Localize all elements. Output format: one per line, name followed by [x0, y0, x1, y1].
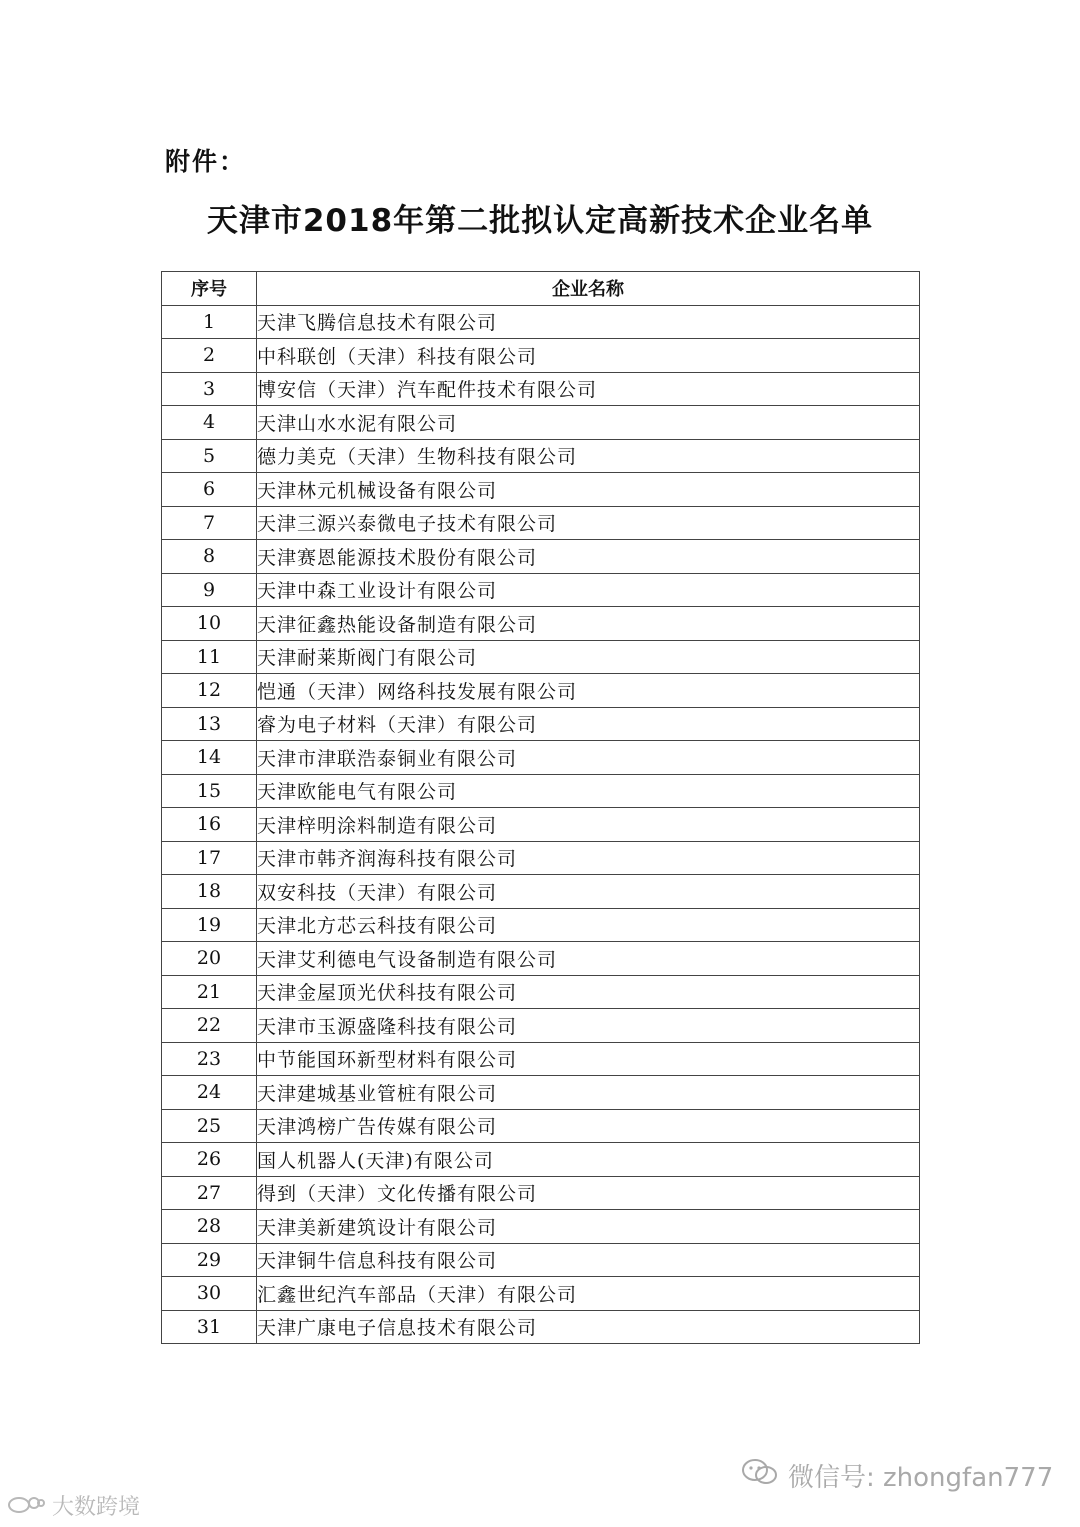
company-name-cell: 天津欧能电气有限公司 — [257, 774, 920, 808]
company-name-cell: 天津赛恩能源技术股份有限公司 — [257, 540, 920, 574]
company-name-cell: 天津北方芯云科技有限公司 — [257, 908, 920, 942]
table-row — [162, 707, 920, 741]
company-table — [161, 271, 920, 1344]
serial-number-cell: 7 — [162, 506, 257, 540]
company-name-cell: 天津美新建筑设计有限公司 — [257, 1210, 920, 1244]
table-row — [162, 372, 920, 406]
company-name-cell: 天津飞腾信息技术有限公司 — [257, 305, 920, 339]
weibo-icon — [6, 1491, 46, 1521]
table-row — [162, 1109, 920, 1143]
attachment-label: 附件： — [165, 147, 247, 176]
serial-number-cell: 2 — [162, 339, 257, 373]
company-name-cell: 博安信（天津）汽车配件技术有限公司 — [257, 372, 920, 406]
company-name-cell: 得到（天津）文化传播有限公司 — [257, 1176, 920, 1210]
table-row — [162, 841, 920, 875]
table-row — [162, 1310, 920, 1344]
company-name-cell: 天津鸿榜广告传媒有限公司 — [257, 1109, 920, 1143]
company-name-cell: 双安科技（天津）有限公司 — [257, 875, 920, 909]
table-row — [162, 439, 920, 473]
serial-number-cell: 10 — [162, 607, 257, 641]
table-row — [162, 640, 920, 674]
serial-number-cell: 17 — [162, 841, 257, 875]
header-company-name: 企业名称 — [257, 272, 920, 306]
table-row — [162, 908, 920, 942]
table-row — [162, 540, 920, 574]
serial-number-cell: 6 — [162, 473, 257, 507]
company-name-cell: 天津山水水泥有限公司 — [257, 406, 920, 440]
company-name-cell: 天津建城基业管桩有限公司 — [257, 1076, 920, 1110]
table-row — [162, 1042, 920, 1076]
serial-number-cell: 15 — [162, 774, 257, 808]
serial-number-cell: 29 — [162, 1243, 257, 1277]
table-row — [162, 573, 920, 607]
company-name-cell: 天津铜牛信息科技有限公司 — [257, 1243, 920, 1277]
table-row — [162, 1009, 920, 1043]
table-row — [162, 942, 920, 976]
serial-number-cell: 19 — [162, 908, 257, 942]
serial-number-cell: 11 — [162, 640, 257, 674]
company-name-cell: 天津广康电子信息技术有限公司 — [257, 1310, 920, 1344]
table-row — [162, 305, 920, 339]
table-row — [162, 607, 920, 641]
company-name-cell: 天津市玉源盛隆科技有限公司 — [257, 1009, 920, 1043]
serial-number-cell: 23 — [162, 1042, 257, 1076]
table-row — [162, 808, 920, 842]
table-row — [162, 975, 920, 1009]
company-name-cell: 国人机器人(天津)有限公司 — [257, 1143, 920, 1177]
logo-text: 大数跨境 — [52, 1495, 141, 1520]
serial-number-cell: 22 — [162, 1009, 257, 1043]
company-name-cell: 天津艾利德电气设备制造有限公司 — [257, 942, 920, 976]
table-row — [162, 1143, 920, 1177]
table-row — [162, 506, 920, 540]
document-title: 天津市2018年第二批拟认定高新技术企业名单 — [206, 203, 874, 239]
table-header-row — [162, 272, 920, 306]
serial-number-cell: 21 — [162, 975, 257, 1009]
wechat-watermark — [740, 1457, 1053, 1494]
serial-number-cell: 16 — [162, 808, 257, 842]
company-name-cell: 天津耐莱斯阀门有限公司 — [257, 640, 920, 674]
company-name-cell: 天津金屋顶光伏科技有限公司 — [257, 975, 920, 1009]
table-row — [162, 1176, 920, 1210]
table-row — [162, 473, 920, 507]
table-row — [162, 1076, 920, 1110]
company-name-cell: 天津三源兴泰微电子技术有限公司 — [257, 506, 920, 540]
company-name-cell: 汇鑫世纪汽车部品（天津）有限公司 — [257, 1277, 920, 1311]
company-name-cell: 天津林元机械设备有限公司 — [257, 473, 920, 507]
serial-number-cell: 25 — [162, 1109, 257, 1143]
company-name-cell: 天津中森工业设计有限公司 — [257, 573, 920, 607]
company-name-cell: 天津市津联浩泰铜业有限公司 — [257, 741, 920, 775]
serial-number-cell: 9 — [162, 573, 257, 607]
serial-number-cell: 18 — [162, 875, 257, 909]
table-row — [162, 406, 920, 440]
serial-number-cell: 28 — [162, 1210, 257, 1244]
serial-number-cell: 12 — [162, 674, 257, 708]
company-name-cell: 德力美克（天津）生物科技有限公司 — [257, 439, 920, 473]
serial-number-cell: 1 — [162, 305, 257, 339]
company-name-cell: 中节能国环新型材料有限公司 — [257, 1042, 920, 1076]
table-row — [162, 339, 920, 373]
wechat-icon — [740, 1457, 780, 1494]
serial-number-cell: 8 — [162, 540, 257, 574]
company-name-cell: 中科联创（天津）科技有限公司 — [257, 339, 920, 373]
serial-number-cell: 3 — [162, 372, 257, 406]
table-row — [162, 774, 920, 808]
table-row — [162, 674, 920, 708]
serial-number-cell: 13 — [162, 707, 257, 741]
table-row — [162, 1277, 920, 1311]
table-row — [162, 741, 920, 775]
company-name-cell: 天津征鑫热能设备制造有限公司 — [257, 607, 920, 641]
logo-watermark — [6, 1490, 140, 1521]
serial-number-cell: 31 — [162, 1310, 257, 1344]
serial-number-cell: 24 — [162, 1076, 257, 1110]
serial-number-cell: 30 — [162, 1277, 257, 1311]
serial-number-cell: 5 — [162, 439, 257, 473]
company-name-cell: 睿为电子材料（天津）有限公司 — [257, 707, 920, 741]
serial-number-cell: 26 — [162, 1143, 257, 1177]
serial-number-cell: 14 — [162, 741, 257, 775]
company-name-cell: 天津市韩齐润海科技有限公司 — [257, 841, 920, 875]
header-serial-number: 序号 — [162, 272, 257, 306]
wechat-id-text: 微信号: zhongfan777 — [788, 1463, 1054, 1493]
table-row — [162, 1243, 920, 1277]
serial-number-cell: 27 — [162, 1176, 257, 1210]
company-name-cell: 恺通（天津）网络科技发展有限公司 — [257, 674, 920, 708]
serial-number-cell: 4 — [162, 406, 257, 440]
table-row — [162, 1210, 920, 1244]
table-row — [162, 875, 920, 909]
company-name-cell: 天津梓明涂料制造有限公司 — [257, 808, 920, 842]
serial-number-cell: 20 — [162, 942, 257, 976]
